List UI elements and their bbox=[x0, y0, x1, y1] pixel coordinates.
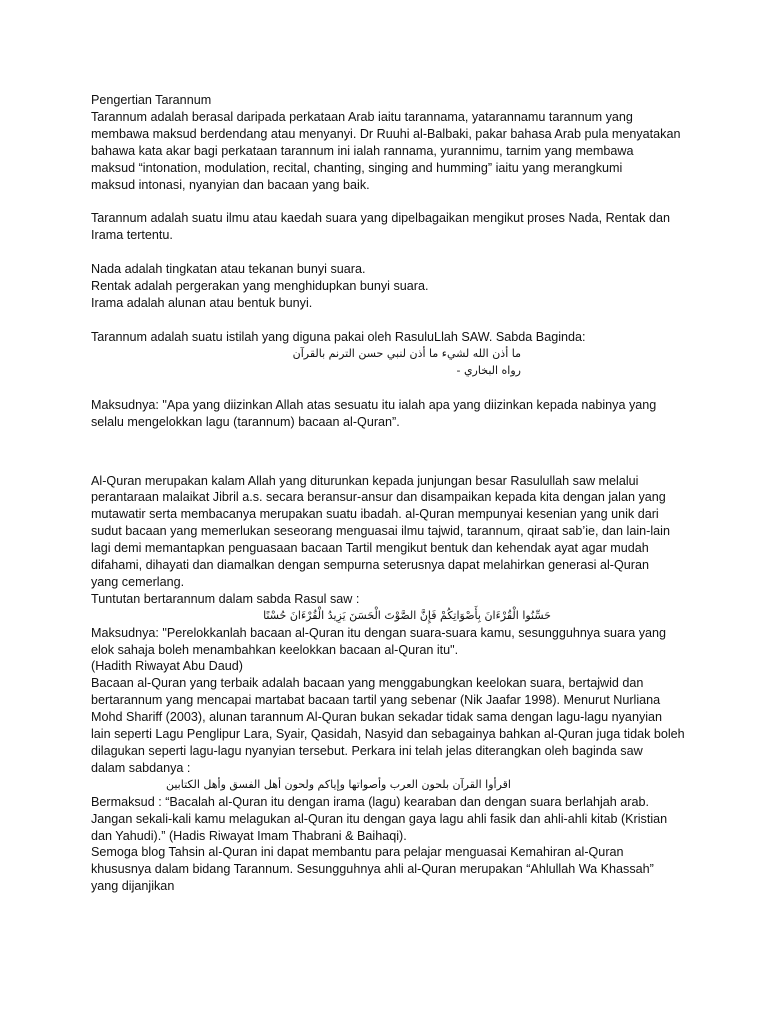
paragraph-definition bbox=[91, 109, 691, 194]
text-line: selalu mengelokkan lagu (tarannum) bacaan al-Quran”. bbox=[91, 414, 400, 429]
text-line: Nada adalah tingkatan atau tekanan bunyi suara. bbox=[91, 262, 366, 277]
text-line: Rentak adalah pergerakan yang menghidupkan bunyi suara. bbox=[91, 279, 429, 294]
arabic-line: رواه البخاري - bbox=[456, 363, 521, 377]
text-line: khususnya dalam bidang Tarannum. Sesungguhnya ahli al-Quran merupakan “Ahlullah Wa Khassah” bbox=[91, 862, 654, 877]
paragraph-maksud-1 bbox=[91, 397, 691, 431]
text-line: maksud intonasi, nyanyian dan bacaan yang baik. bbox=[91, 177, 370, 192]
paragraph-bermaksud bbox=[91, 794, 691, 895]
arabic-line: حَسِّنُوا الْقُرْءَانَ بِأَصْوَاتِكُمْ فَإِنَّ الصَّوْتَ الْحَسَنَ يَزِيدُ الْقُرْءَانَ حُسْنًا bbox=[263, 608, 551, 622]
text-line: sudut bacaan yang memerlukan seseorang menguasai ilmu tajwid, tarannum, qiraat sab’ie, dan lain-lain bbox=[91, 524, 670, 539]
text-line: dan Yahudi).” (Hadis Riwayat Imam Thabrani & Baihaqi). bbox=[91, 828, 407, 843]
text-line: lagi demi memantapkan penguasaan bacaan Tartil mengikut bentuk dan kehendak ayat agar mudah bbox=[91, 541, 649, 556]
text-line: bahawa kata akar bagi perkataan tarannum ini ialah rannama, yurannimu, tarnim yang membawa bbox=[91, 143, 634, 158]
text-line: Semoga blog Tahsin al-Quran ini dapat membantu para pelajar menguasai Kemahiran al-Quran bbox=[91, 845, 624, 860]
text-line: Maksudnya: "Apa yang diizinkan Allah atas sesuatu itu ialah apa yang diizinkan kepada nabinya yang bbox=[91, 397, 657, 412]
text-line: yang cemerlang. bbox=[91, 574, 185, 589]
document-body bbox=[91, 92, 691, 895]
text-line: membawa maksud berdendang atau menyanyi. Dr Ruuhi al-Balbaki, pakar bahasa Arab pula menyatakan bbox=[91, 126, 681, 141]
paragraph-maksud-2 bbox=[91, 625, 691, 777]
paragraph-knowledge bbox=[91, 210, 691, 244]
text-line: Maksudnya: "Perelokkanlah bacaan al-Quran itu dengan suara-suara kamu, sesungguhnya suara yang bbox=[91, 625, 667, 640]
text-line: dilagukan seperti lagu-lagu nyanyian tersebut. Perkara ini telah jelas diterangkan oleh baginda saw bbox=[91, 744, 643, 758]
paragraph-elements bbox=[91, 261, 691, 312]
hadith-arabic-1 bbox=[91, 346, 521, 380]
text-line: Tuntutan bertarannum dalam sabda Rasul saw : bbox=[91, 591, 360, 606]
text-line: Tarannum adalah berasal daripada perkataan Arab iaitu tarannama, yatarannamu tarannum yang bbox=[91, 109, 633, 124]
text-line: Jangan sekali-kali kamu melagukan al-Quran itu dengan gaya lagu ahli fasik dan ahli-ahli kitab (Kristian bbox=[91, 811, 668, 826]
arabic-line: ما أذن الله لشيء ما أذن لنبي حسن الترنم بالقرآن bbox=[292, 346, 521, 360]
text-line: Bermaksud : “Bacalah al-Quran itu dengan irama (lagu) kearaban dan dengan suara berlahjah arab. bbox=[91, 794, 649, 809]
text-line: dalam sabdanya : bbox=[91, 760, 191, 775]
text-line: elok sahaja boleh menambahkan keelokkan bacaan al-Quran itu". bbox=[91, 642, 459, 657]
text-line: Bacaan al-Quran yang terbaik adalah bacaan yang menggabungkan keelokan suara, bertajwid dan bbox=[91, 676, 644, 691]
paragraph-al-quran bbox=[91, 473, 691, 608]
text-line: Al-Quran merupakan kalam Allah yang diturunkan kepada junjungan besar Rasulullah saw melalui bbox=[91, 473, 639, 488]
text-line: Tarannum adalah suatu ilmu atau kaedah suara yang dipelbagaikan mengikut proses Nada, Rentak dan bbox=[91, 211, 670, 226]
text-line: lain seperti Lagu Penglipur Lara, Syair, Qasidah, Nasyid dan sebagainya bahkan al-Quran juga tidak boleh bbox=[91, 727, 685, 742]
text-line: bertarannum yang mencapai martabat bacaan tartil yang sebenar (Nik Jaafar 1998). Menurut Nurliana bbox=[91, 693, 661, 708]
text-line: maksud “intonation, modulation, recital, chanting, singing and humming” iaitu yang merangkumi bbox=[91, 160, 623, 175]
paragraph-sabda: Tarannum adalah suatu istilah yang diguna pakai oleh RasuluLlah SAW. Sabda Baginda: bbox=[91, 329, 586, 344]
text-line: perantaraan malaikat Jibril a.s. secara beransur-ansur dan disampaikan kepada kita dengan jalan yang bbox=[91, 490, 666, 505]
text-line: Irama adalah alunan atau bentuk bunyi. bbox=[91, 296, 313, 311]
document-title: Pengertian Tarannum bbox=[91, 93, 212, 107]
text-line: difahami, dihayati dan diamalkan dengan sempurna seterusnya dapat melahirkan generasi al-Quran bbox=[91, 558, 649, 573]
hadith-arabic-2 bbox=[91, 608, 551, 625]
arabic-line: اقرأوا القرآن بلحون العرب وأصواتها وإياكم ولحون أهل الفسق وأهل الكتابين bbox=[165, 777, 511, 791]
text-line: Irama tertentu. bbox=[91, 228, 173, 243]
hadith-arabic-3 bbox=[91, 777, 511, 794]
text-line: Mohd Shariff (2003), alunan tarannum Al-Quran bukan sekadar tidak sama dengan lagu-lagu nyanyian bbox=[91, 710, 663, 725]
text-line: (Hadith Riwayat Abu Daud) bbox=[91, 659, 243, 674]
text-line: yang dijanjikan bbox=[91, 879, 175, 894]
text-line: mutawatir serta membacanya merupakan suatu ibadah. al-Quran mempunyai kesenian yang unik dari bbox=[91, 507, 659, 522]
